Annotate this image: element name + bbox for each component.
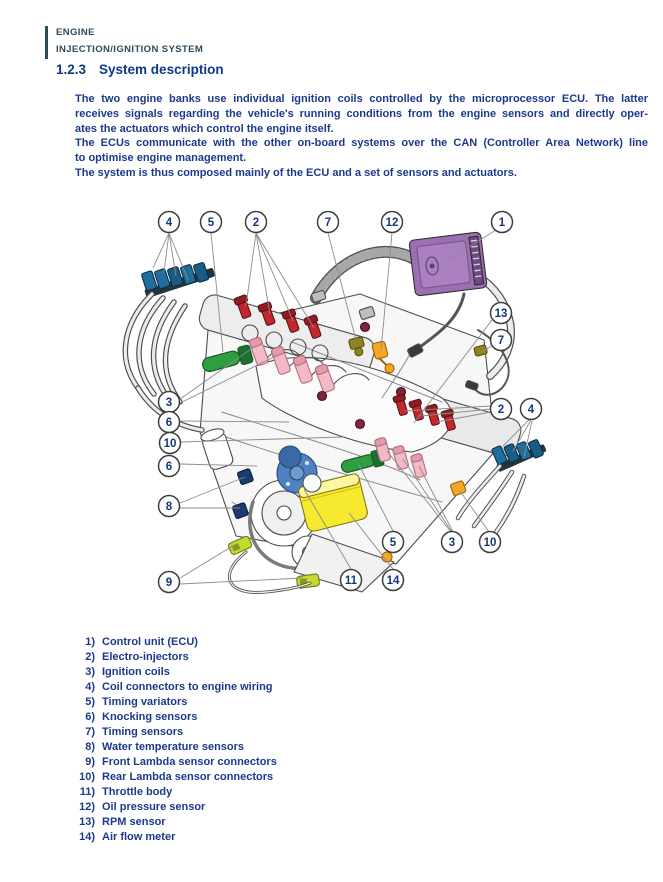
legend-item-label: Throttle body xyxy=(102,786,173,798)
section-number: 1.2.3 xyxy=(56,62,87,77)
svg-text:4: 4 xyxy=(165,217,173,229)
svg-text:3: 3 xyxy=(448,537,456,549)
callout-6 xyxy=(159,412,180,433)
svg-text:14: 14 xyxy=(386,575,400,587)
callout-8 xyxy=(159,496,180,517)
legend-item-number: 10) xyxy=(79,771,95,783)
svg-text:2: 2 xyxy=(252,217,260,229)
svg-text:13: 13 xyxy=(494,308,508,320)
callout-leader-line xyxy=(180,578,303,584)
engine-diagram-svg xyxy=(60,200,620,630)
callout-5 xyxy=(201,212,222,233)
legend-item xyxy=(75,665,277,680)
paragraph-line: The system is thus composed mainly of the ECU and a set of sensors and actuators. xyxy=(75,166,517,179)
legend-item-label: Oil pressure sensor xyxy=(102,801,206,813)
callout-10 xyxy=(160,433,181,454)
legend-item-label: Electro-injectors xyxy=(102,651,189,663)
header-rule xyxy=(45,26,48,59)
legend-item-number: 11) xyxy=(79,786,95,798)
legend-item xyxy=(75,680,277,695)
paragraph-line: The two engine banks use individual ignition coils controlled by the microprocessor ECU. The latter xyxy=(75,93,648,105)
legend-item-label: Rear Lambda sensor connectors xyxy=(102,771,274,783)
paragraph-line: The ECUs communicate with the other on-board systems over the CAN (Controller Area Network) line xyxy=(75,137,648,150)
svg-text:7: 7 xyxy=(324,217,332,229)
svg-text:6: 6 xyxy=(165,461,173,473)
callout-10 xyxy=(480,532,501,553)
legend-item-label: Timing sensors xyxy=(102,726,184,738)
svg-text:11: 11 xyxy=(344,575,358,587)
legend-item-label: Ignition coils xyxy=(102,666,170,678)
legend-item-label: Coil connectors to engine wiring xyxy=(102,681,273,693)
ecu-box xyxy=(409,232,487,296)
svg-text:1: 1 xyxy=(498,217,506,229)
legend-item-label: Knocking sensors xyxy=(102,711,198,723)
legend-item-number: 13) xyxy=(79,816,95,828)
legend-item xyxy=(75,755,277,770)
paragraph-line: to optimise engine management. xyxy=(75,152,247,165)
svg-text:9: 9 xyxy=(165,577,173,589)
svg-text:4: 4 xyxy=(527,404,535,416)
legend-item-number: 7) xyxy=(85,726,95,738)
paragraph-line: receives signals regarding the vehicle's running conditions from the engine sensors and directly oper- xyxy=(75,107,648,120)
legend-item xyxy=(75,710,277,725)
legend-item-number: 6) xyxy=(85,711,95,723)
legend-list xyxy=(75,635,277,845)
body-paragraphs xyxy=(75,92,648,181)
callout-9 xyxy=(159,572,180,593)
legend-item-number: 1) xyxy=(85,636,95,648)
legend-item xyxy=(75,725,277,740)
callout-3 xyxy=(442,532,463,553)
legend-item xyxy=(75,800,277,815)
legend-item-number: 5) xyxy=(85,696,95,708)
legend-item xyxy=(75,635,277,650)
legend-item-label: Front Lambda sensor connectors xyxy=(102,756,277,768)
svg-text:8: 8 xyxy=(165,501,173,513)
legend-item-label: Water temperature sensors xyxy=(102,741,245,753)
legend-item-label: Control unit (ECU) xyxy=(102,636,198,648)
callout-14 xyxy=(383,570,404,591)
section-title-text: System description xyxy=(99,62,224,77)
legend-item xyxy=(75,650,277,665)
legend-item xyxy=(75,785,277,800)
legend-item-label: Timing variators xyxy=(102,696,188,708)
header-section: INJECTION/IGNITION SYSTEM xyxy=(56,44,204,55)
legend-item xyxy=(75,770,277,785)
legend-item xyxy=(75,830,277,845)
callout-7 xyxy=(491,330,512,351)
svg-text:5: 5 xyxy=(389,537,397,549)
legend-item xyxy=(75,740,277,755)
legend-item-number: 2) xyxy=(85,651,95,663)
callout-1 xyxy=(492,212,513,233)
legend-item-label: RPM sensor xyxy=(102,816,166,828)
header-chapter: ENGINE xyxy=(56,27,95,38)
paragraph-line: ates the actuators which control the engine itself. xyxy=(75,122,334,135)
svg-text:2: 2 xyxy=(497,404,505,416)
callout-2 xyxy=(246,212,267,233)
legend-item xyxy=(75,815,277,830)
legend-item-number: 3) xyxy=(85,666,95,678)
callout-7 xyxy=(318,212,339,233)
callout-4 xyxy=(159,212,180,233)
callout-2 xyxy=(491,399,512,420)
callout-11 xyxy=(341,570,362,591)
svg-text:12: 12 xyxy=(385,217,399,229)
callout-3 xyxy=(159,392,180,413)
callout-5 xyxy=(383,532,404,553)
callout-leader-line xyxy=(246,233,256,306)
callout-4 xyxy=(521,399,542,420)
legend-item-number: 14) xyxy=(79,831,95,843)
callout-leader-line xyxy=(180,544,236,578)
legend-item xyxy=(75,695,277,710)
svg-text:10: 10 xyxy=(163,438,177,450)
engine-diagram xyxy=(60,200,620,630)
legend-item-number: 8) xyxy=(85,741,95,753)
legend-item-number: 9) xyxy=(85,756,95,768)
legend-item-number: 12) xyxy=(79,801,95,813)
svg-text:7: 7 xyxy=(497,335,505,347)
legend-item-number: 4) xyxy=(85,681,95,693)
svg-text:3: 3 xyxy=(165,397,173,409)
callout-6 xyxy=(159,456,180,477)
callout-12 xyxy=(382,212,403,233)
legend-item-label: Air flow meter xyxy=(102,831,176,843)
callout-13 xyxy=(491,303,512,324)
front-lambda-connector-1 xyxy=(228,535,253,555)
svg-text:5: 5 xyxy=(207,217,215,229)
page-title xyxy=(56,62,224,77)
svg-text:6: 6 xyxy=(165,417,173,429)
svg-text:10: 10 xyxy=(483,537,497,549)
